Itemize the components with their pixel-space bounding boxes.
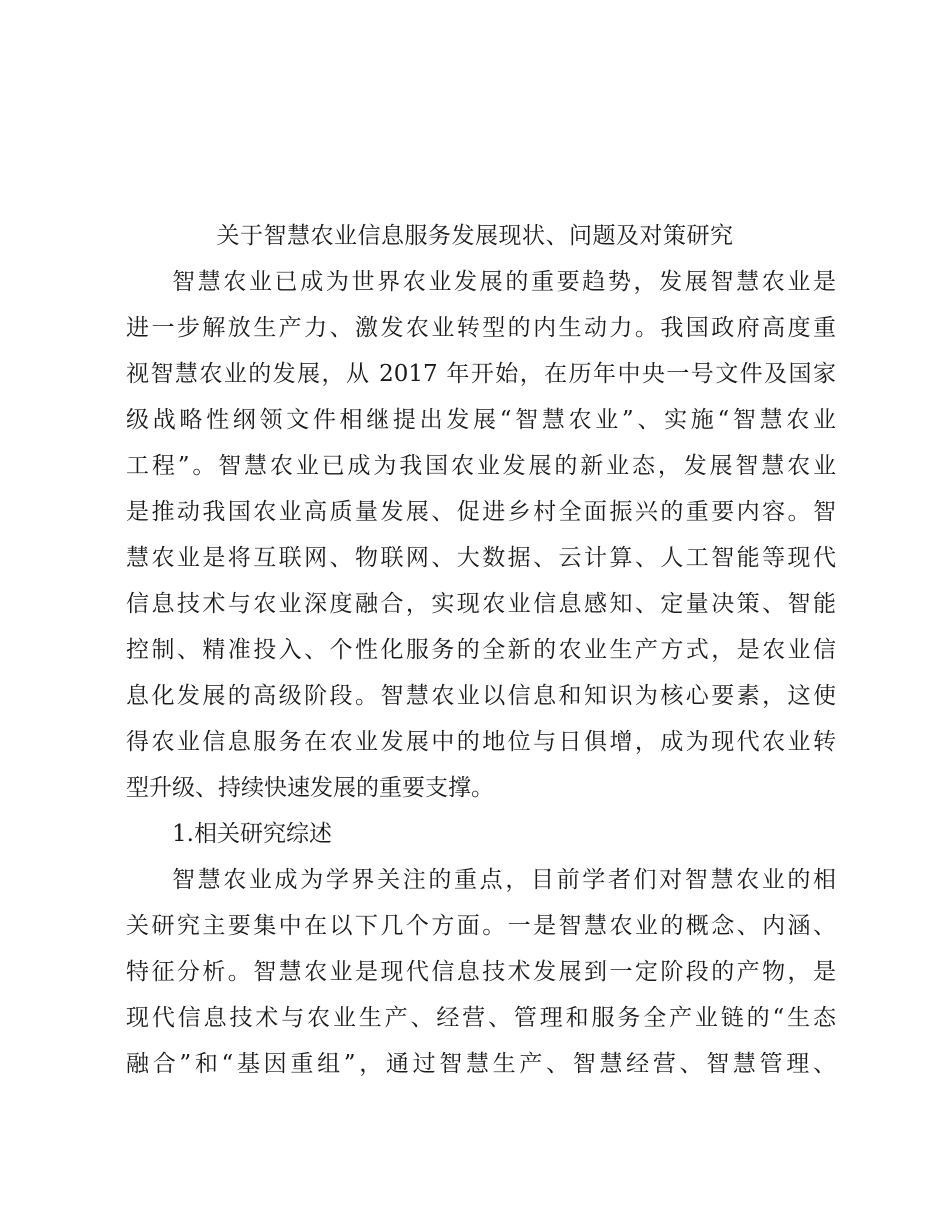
paragraph-line: 控制、精准投入、个性化服务的全新的农业生产方式，是农业信: [126, 637, 836, 663]
paragraph-line: 融合”和“基因重组”，通过智慧生产、智慧经营、智慧管理、: [126, 1051, 836, 1077]
paragraph-line: 智慧农业已成为世界农业发展的重要趋势，发展智慧农业是: [172, 269, 836, 295]
paragraph-line: 得农业信息服务在农业发展中的地位与日俱增，成为现代农业转: [126, 729, 836, 755]
document-title: 关于智慧农业信息服务发展现状、问题及对策研究: [216, 223, 734, 249]
paragraph-line: 信息技术与农业深度融合，实现农业信息感知、定量决策、智能: [126, 591, 836, 617]
paragraph-line: 关研究主要集中在以下几个方面。一是智慧农业的概念、内涵、: [126, 913, 836, 939]
paragraph-line: 特征分析。智慧农业是现代信息技术发展到一定阶段的产物，是: [126, 959, 836, 985]
paragraph-line: 现代信息技术与农业生产、经营、管理和服务全产业链的“生态: [126, 1005, 836, 1031]
paragraph-line: 进一步解放生产力、激发农业转型的内生动力。我国政府高度重: [126, 315, 836, 341]
section-heading: 1.相关研究综述: [172, 821, 332, 847]
paragraph-line: 级战略性纲领文件相继提出发展“智慧农业”、实施“智慧农业: [126, 407, 836, 433]
paragraph-line: 是推动我国农业高质量发展、促进乡村全面振兴的重要内容。智: [126, 499, 836, 525]
paragraph-line: 智慧农业成为学界关注的重点，目前学者们对智慧农业的相: [172, 867, 836, 893]
document-body: [126, 259, 836, 1087]
paragraph-line: 型升级、持续快速发展的重要支撑。: [126, 775, 494, 801]
paragraph-line: 息化发展的高级阶段。智慧农业以信息和知识为核心要素，这使: [126, 683, 836, 709]
paragraph-line: 工程”。智慧农业已成为我国农业发展的新业态，发展智慧农业: [126, 453, 836, 479]
paragraph-line: 视智慧农业的发展，从 2017 年开始，在历年中央一号文件及国家: [126, 361, 836, 387]
paragraph-line: 慧农业是将互联网、物联网、大数据、云计算、人工智能等现代: [126, 545, 836, 571]
